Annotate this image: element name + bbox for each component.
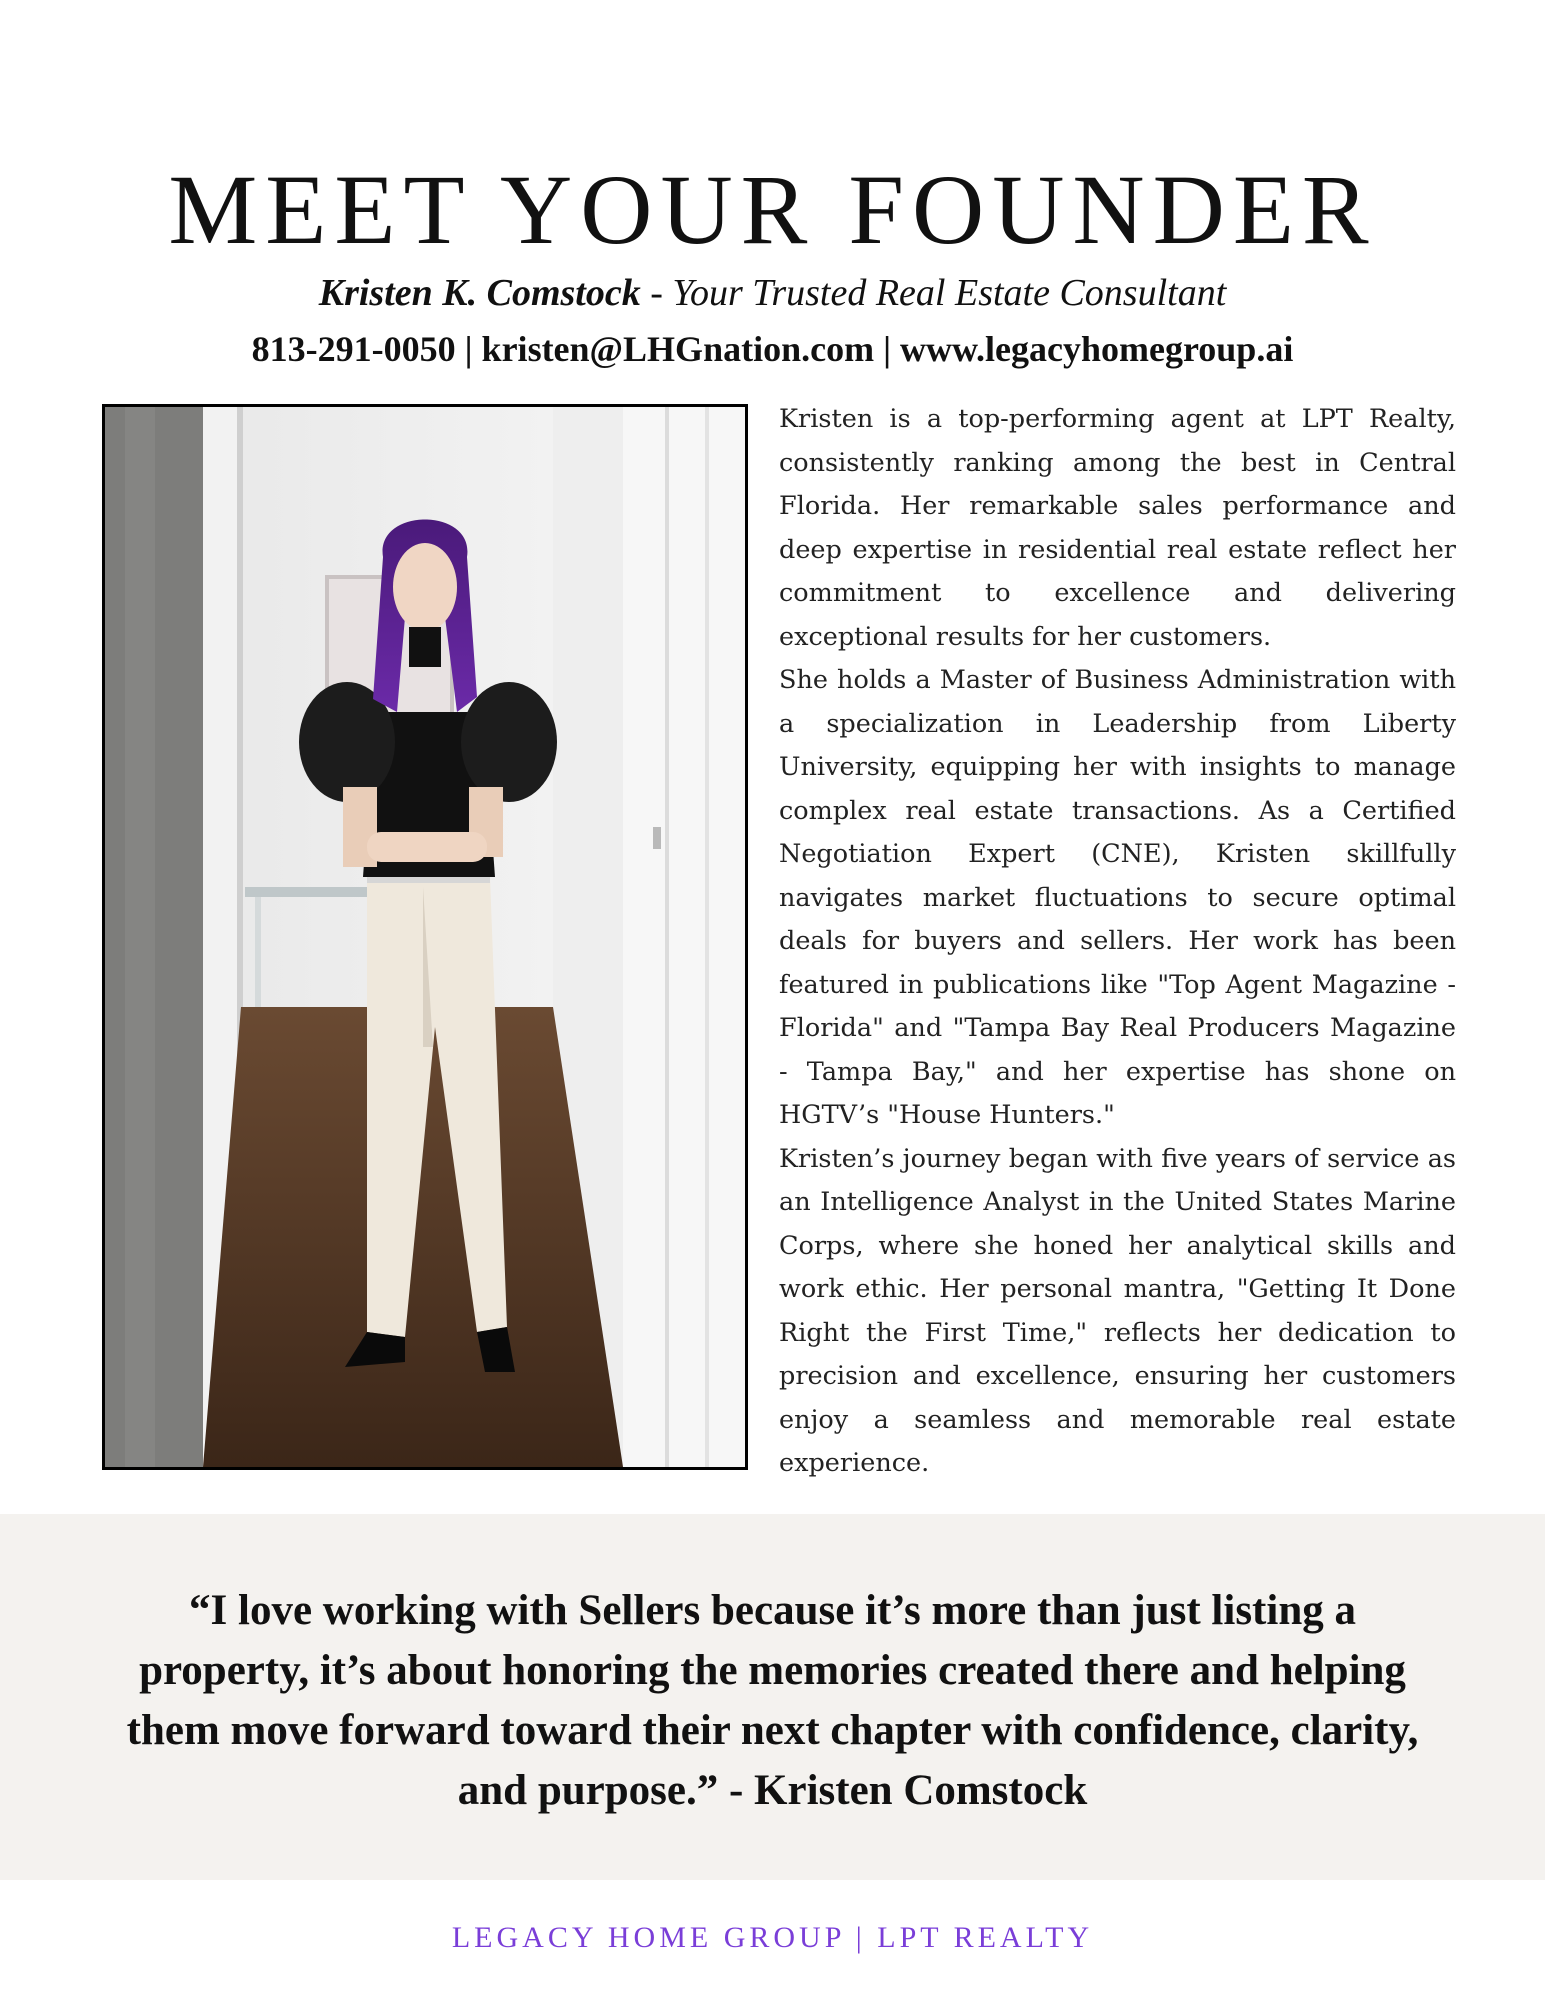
contact-line: 813-291-0050 | kristen@LHGnation.com | www.legacyhomegroup.ai — [251, 329, 1294, 369]
page-title: MEET YOUR FOUNDER — [168, 154, 1377, 265]
founder-name: Kristen K. Comstock — [318, 272, 641, 314]
founder-photo — [102, 404, 748, 1470]
bio-paragraph: Kristen’s journey began with five years of service as an Intelligence Analyst in the United States Marine Corps, where she honed her analytical skills and work ethic. Her personal mantra, "Getting It Done Right the First Time," reflects her dedication to precision and excellence, ensuring her customers enjoy a seamless and memorable real estate experience. — [779, 1143, 1456, 1478]
bio-paragraph: She holds a Master of Business Administration with a specialization in Leadership from Liberty University, equipping her with insights to manage complex real estate transactions. As a Certified Negotiation Expert (CNE), Kristen skillfully navigates market fluctuations to secure optimal deals for buyers and sellers. Her work has been featured in publications like "Top Agent Magazine - Florida" and "Tampa Bay Real Producers Magazine - Tampa Bay," and her expertise has shone on HGTV’s "House Hunters." — [779, 665, 1456, 1130]
founder-quote: “I love working with Sellers because it’s more than just listing a property, it’s about honoring the memories created there and helping them move forward toward their next chapter with confidence, clarity, and purpose.” - Kristen Comstock — [126, 1587, 1419, 1814]
subtitle — [0, 268, 1545, 318]
founder-bio — [779, 398, 1456, 1486]
founder-tagline: - Your Trusted Real Estate Consultant — [640, 272, 1227, 314]
quote-section — [0, 1514, 1545, 1880]
footer-brand: LEGACY HOME GROUP | LPT REALTY — [451, 1921, 1094, 1954]
bio-paragraph: Kristen is a top-performing agent at LPT Realty, consistently ranking among the best in Central Florida. Her remarkable sales performance and deep expertise in residential real estate reflect her commitment to excellence and delivering exceptional results for her customers. — [779, 404, 1456, 652]
